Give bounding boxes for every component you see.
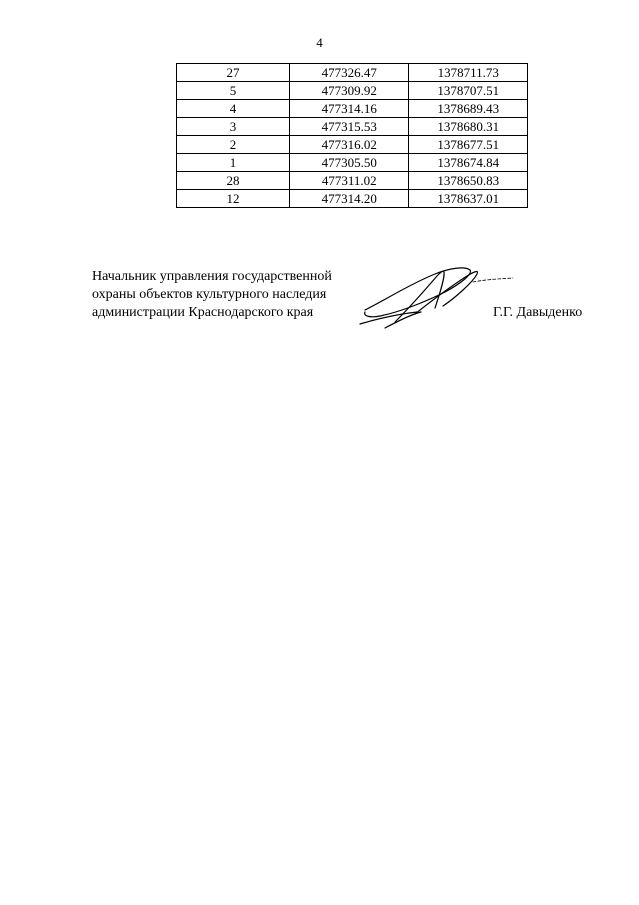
x-coordinate-cell: 477316.02 [290,136,409,154]
y-coordinate-cell: 1378677.51 [409,136,528,154]
table-row [177,154,528,172]
y-coordinate-cell: 1378689.43 [409,100,528,118]
point-number-cell: 2 [177,136,290,154]
page-number: 4 [316,35,323,50]
y-coordinate-cell: 1378680.31 [409,118,528,136]
table-row [177,136,528,154]
point-number-cell: 5 [177,82,290,100]
y-coordinate-cell: 1378637.01 [409,190,528,208]
position-line: Начальник управления государственной [92,269,332,284]
point-number-cell: 1 [177,154,290,172]
table-row [177,190,528,208]
x-coordinate-cell: 477314.16 [290,100,409,118]
x-coordinate-cell: 477326.47 [290,64,409,82]
signatory-position [92,268,332,322]
point-number-cell: 12 [177,190,290,208]
y-coordinate-cell: 1378707.51 [409,82,528,100]
x-coordinate-cell: 477315.53 [290,118,409,136]
point-number-cell: 27 [177,64,290,82]
x-coordinate-cell: 477309.92 [290,82,409,100]
point-number-cell: 28 [177,172,290,190]
handwritten-signature [355,262,515,332]
position-line: охраны объектов культурного наследия [92,287,327,302]
point-number-cell: 3 [177,118,290,136]
table-row [177,100,528,118]
y-coordinate-cell: 1378674.84 [409,154,528,172]
x-coordinate-cell: 477305.50 [290,154,409,172]
y-coordinate-cell: 1378711.73 [409,64,528,82]
table-row [177,64,528,82]
x-coordinate-cell: 477311.02 [290,172,409,190]
signer-name: Г.Г. Давыденко [493,305,583,320]
table-row [177,82,528,100]
y-coordinate-cell: 1378650.83 [409,172,528,190]
x-coordinate-cell: 477314.20 [290,190,409,208]
table-row [177,172,528,190]
coordinates-table [176,63,528,208]
point-number-cell: 4 [177,100,290,118]
position-line: администрации Краснодарского края [92,305,314,320]
table-row [177,118,528,136]
